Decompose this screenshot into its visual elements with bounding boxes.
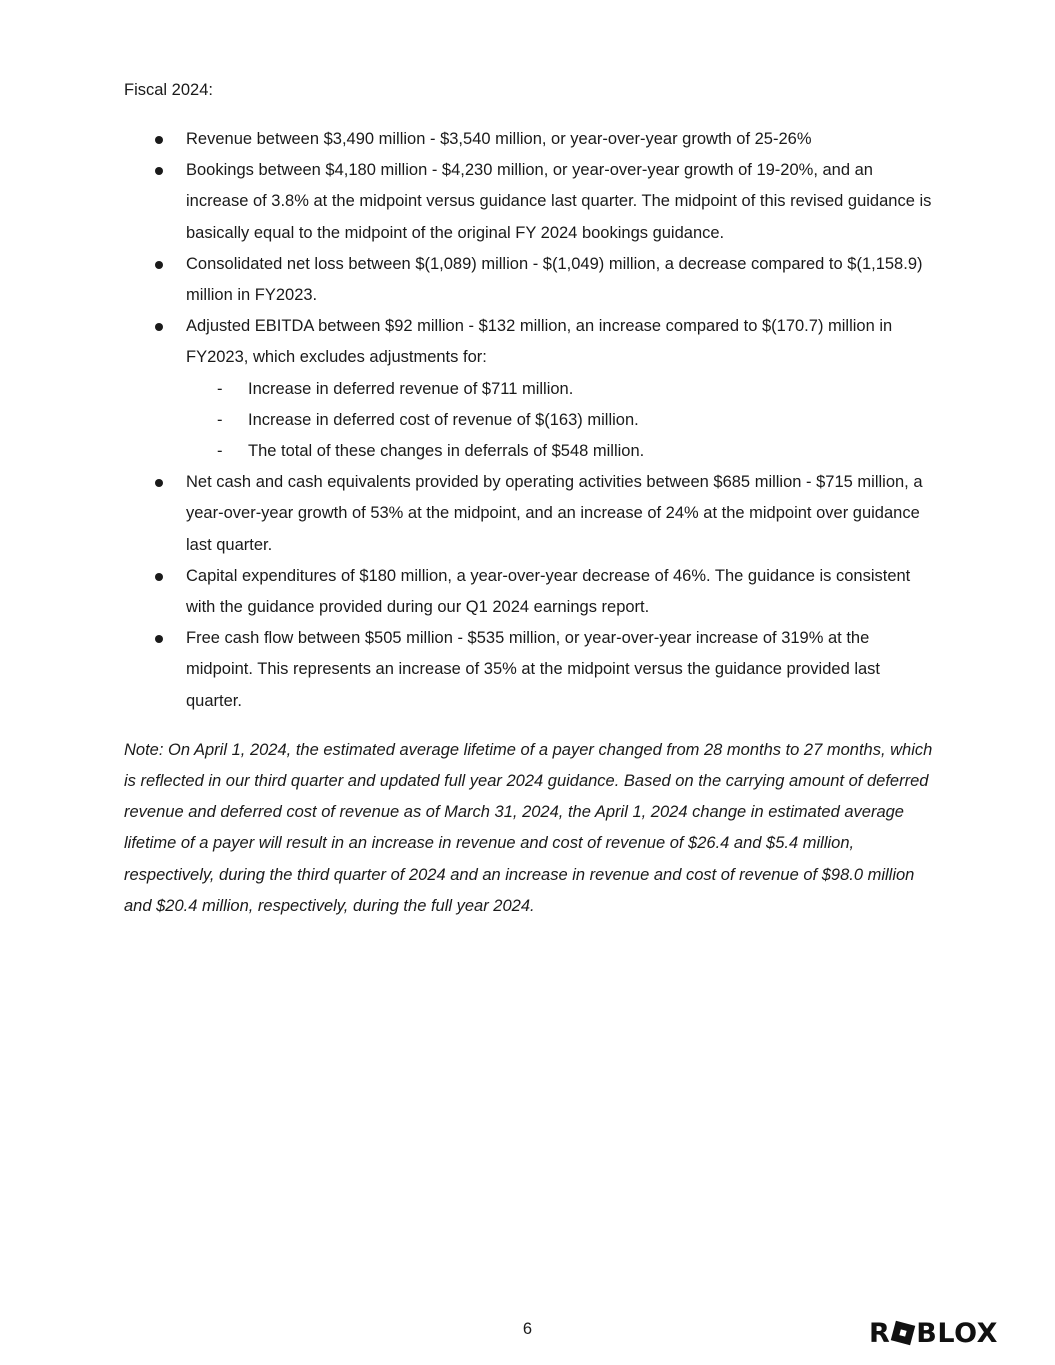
dash-icon: - [217, 379, 223, 398]
dash-icon: - [217, 442, 223, 461]
list-item-text: Capital expenditures of $180 million, a year-over-year decrease of 46%. The guidance is consistent with the guidance provided during our Q1 2024 earnings report. [186, 566, 911, 617]
sublist-item-text: The total of these changes in deferrals of $548 million. [248, 442, 645, 461]
roblox-tile-icon [891, 1321, 915, 1345]
roblox-logo-icon [869, 1318, 998, 1348]
footnote: Note: On April 1, 2024, the estimated average lifetime of a payer changed from 28 months to 27 months, which is reflected in our third quarter and updated full year 2024 guidance. Based on the carrying amount of deferred revenue and deferred cost of revenue as of March 31, 2024, the April 1, 2024 change in estimated average lifetime of a payer will result in an increase in revenue and cost of revenue of $26.4 and $5.4 million, respectively, during the third quarter of 2024 and an increase in revenue and cost of revenue of $98.0 million and $20.4 million, respectively, during the full year 2024. [124, 740, 933, 915]
list-item-text: Adjusted EBITDA between $92 million - $132 million, an increase compared to $(170.7) million in FY2023, which excludes adjustments for: [186, 317, 893, 367]
bullet-icon [155, 323, 163, 331]
sublist-item-text: Increase in deferred cost of revenue of $(163) million. [248, 410, 639, 429]
sublist-item-text: Increase in deferred revenue of $711 million. [248, 379, 574, 398]
dash-icon: - [217, 410, 223, 429]
list-item-bookings [124, 155, 936, 249]
adjustments-sublist [124, 374, 936, 468]
bullet-icon [155, 261, 163, 269]
document-page [124, 78, 936, 939]
list-item-revenue [124, 124, 936, 155]
list-item-operating-cash [124, 467, 936, 561]
page-number: 6 [522, 1320, 533, 1338]
list-item-text: Bookings between $4,180 million - $4,230 million, or year-over-year growth of 19-20%, and an increase of 3.8% at the midpoint versus guidance last quarter. The midpoint of this revised guidance is basically equal to the midpoint of the original FY 2024 bookings guidance. [186, 161, 932, 242]
list-item-text: Free cash flow between $505 million - $535 million, or year-over-year increase of 319% at the midpoint. This represents an increase of 35% at the midpoint versus the guidance provided last quarter. [186, 629, 881, 710]
guidance-list [124, 124, 936, 717]
logo-text-right: BLOX [916, 1317, 998, 1349]
sublist-item [124, 374, 936, 405]
list-item-capex [124, 561, 936, 623]
sublist-item [124, 436, 936, 467]
logo-text-left: R [869, 1317, 891, 1349]
list-item-adjusted-ebitda [124, 311, 936, 467]
bullet-icon [155, 635, 163, 643]
bullet-icon [155, 136, 163, 144]
bullet-icon [155, 573, 163, 581]
list-item-text: Net cash and cash equivalents provided by operating activities between $685 million - $715 million, a year-over-year growth of 53% at the midpoint, and an increase of 24% at the midpoint over guidance last quarter. [186, 473, 923, 554]
list-item-free-cash-flow [124, 623, 936, 717]
list-item-text: Consolidated net loss between $(1,089) million - $(1,049) million, a decrease compared to $(1,158.9) million in FY2023. [186, 254, 923, 305]
list-item-text: Revenue between $3,490 million - $3,540 million, or year-over-year growth of 25-26% [186, 130, 812, 148]
sublist-item [124, 405, 936, 436]
list-item-net-loss [124, 249, 936, 311]
bullet-icon [155, 479, 163, 487]
bullet-icon [155, 167, 163, 175]
section-heading: Fiscal 2024: [124, 81, 213, 99]
